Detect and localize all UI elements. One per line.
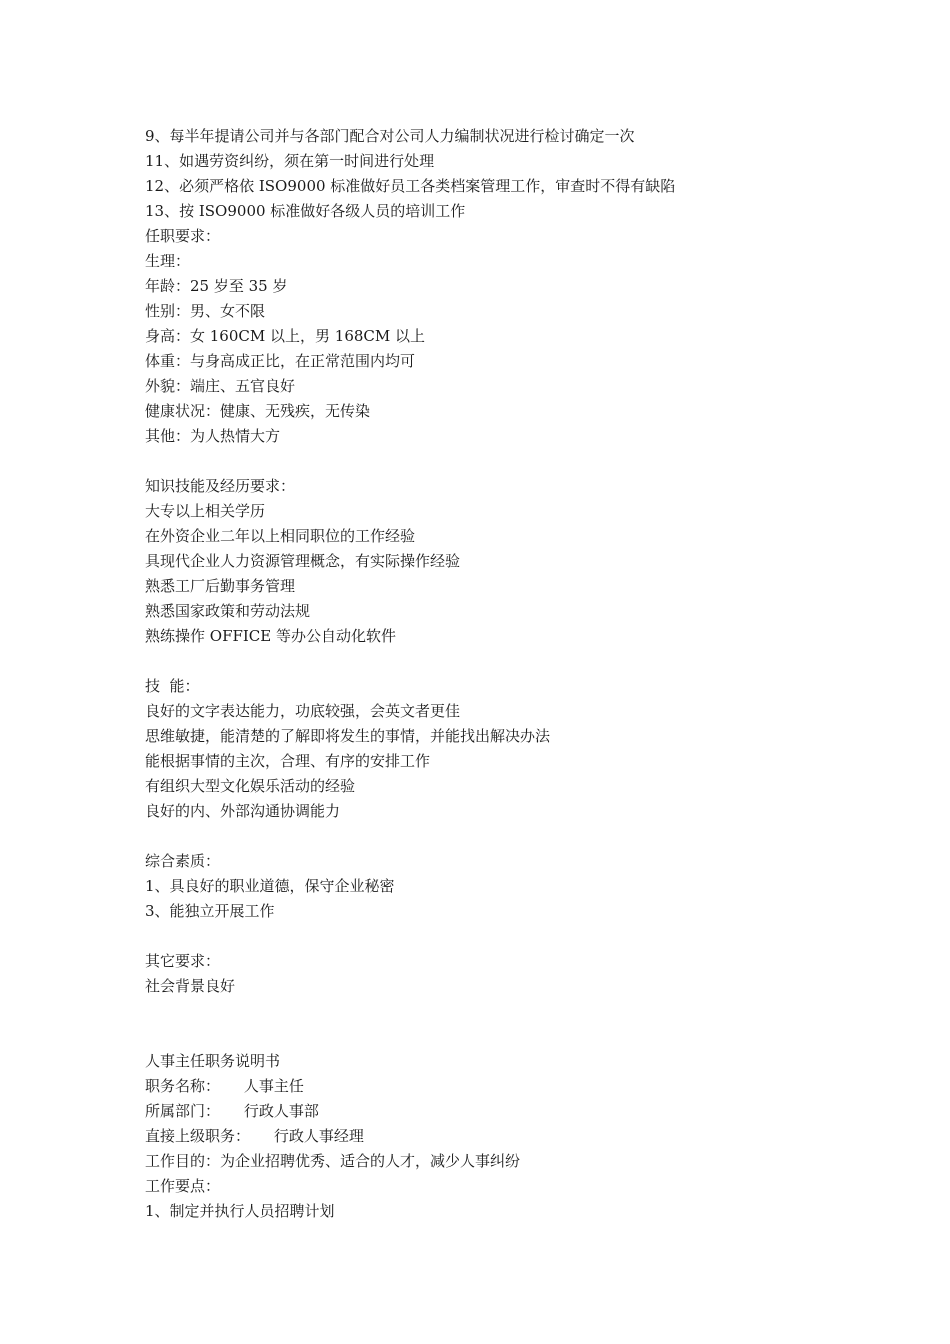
blank-line [145, 924, 865, 949]
physical-heading: 生理： [145, 252, 191, 270]
skills-item: 思维敏捷，能清楚的了解即将发生的事情，并能找出解决办法 [145, 727, 551, 745]
knowledge-item: 熟练操作 OFFICE 等办公自动化软件 [145, 627, 397, 645]
physical-weight: 体重：与身高成正比，在正常范围内均可 [145, 352, 416, 370]
skills-heading: 技 能： [145, 677, 200, 695]
job-spec-duties-heading: 工作要点： [145, 1177, 221, 1195]
job-spec-department: 所属部门： 行政人事部 [145, 1102, 319, 1120]
quality-item: 1、具良好的职业道德，保守企业秘密 [145, 877, 395, 895]
job-spec-title: 人事主任职务说明书 [145, 1052, 281, 1070]
blank-line [145, 1024, 865, 1049]
skills-item: 有组织大型文化娱乐活动的经验 [145, 777, 356, 795]
knowledge-item: 熟悉国家政策和劳动法规 [145, 602, 311, 620]
knowledge-heading: 知识技能及经历要求： [145, 477, 296, 495]
duty-line-9: 9、每半年提请公司并与各部门配合对公司人力编制状况进行检讨确定一次 [145, 127, 635, 145]
duty-line-13: 13、按 ISO9000 标准做好各级人员的培训工作 [145, 202, 466, 220]
blank-line [145, 649, 865, 674]
skills-item: 能根据事情的主次，合理、有序的安排工作 [145, 752, 431, 770]
knowledge-item: 熟悉工厂后勤事务管理 [145, 577, 296, 595]
quality-item: 3、能独立开展工作 [145, 902, 275, 920]
skills-item: 良好的内、外部沟通协调能力 [145, 802, 341, 820]
requirements-heading: 任职要求： [145, 227, 221, 245]
physical-appearance: 外貌：端庄、五官良好 [145, 377, 296, 395]
physical-age: 年龄：25 岁至 35 岁 [145, 277, 288, 295]
physical-other: 其他：为人热情大方 [145, 427, 281, 445]
blank-line [145, 824, 865, 849]
skills-item: 良好的文字表达能力，功底较强，会英文者更佳 [145, 702, 461, 720]
knowledge-item: 具现代企业人力资源管理概念，有实际操作经验 [145, 552, 461, 570]
job-spec-position: 职务名称： 人事主任 [145, 1077, 304, 1095]
duty-line-12: 12、必须严格依 ISO9000 标准做好员工各类档案管理工作，审查时不得有缺陷 [145, 177, 676, 195]
job-spec-duty-item: 1、制定并执行人员招聘计划 [145, 1202, 335, 1220]
document-body [145, 124, 865, 1224]
duty-line-11: 11、如遇劳资纠纷，须在第一时间进行处理 [145, 152, 435, 170]
quality-heading: 综合素质： [145, 852, 221, 870]
job-spec-supervisor: 直接上级职务： 行政人事经理 [145, 1127, 364, 1145]
job-spec-purpose: 工作目的：为企业招聘优秀、适合的人才，减少人事纠纷 [145, 1152, 521, 1170]
knowledge-item: 在外资企业二年以上相同职位的工作经验 [145, 527, 416, 545]
physical-gender: 性别：男、女不限 [145, 302, 266, 320]
other-heading: 其它要求： [145, 952, 221, 970]
blank-line [145, 999, 865, 1024]
physical-height: 身高：女 160CM 以上，男 168CM 以上 [145, 327, 426, 345]
other-item: 社会背景良好 [145, 977, 236, 995]
knowledge-item: 大专以上相关学历 [145, 502, 266, 520]
blank-line [145, 449, 865, 474]
physical-health: 健康状况：健康、无残疾，无传染 [145, 402, 371, 420]
